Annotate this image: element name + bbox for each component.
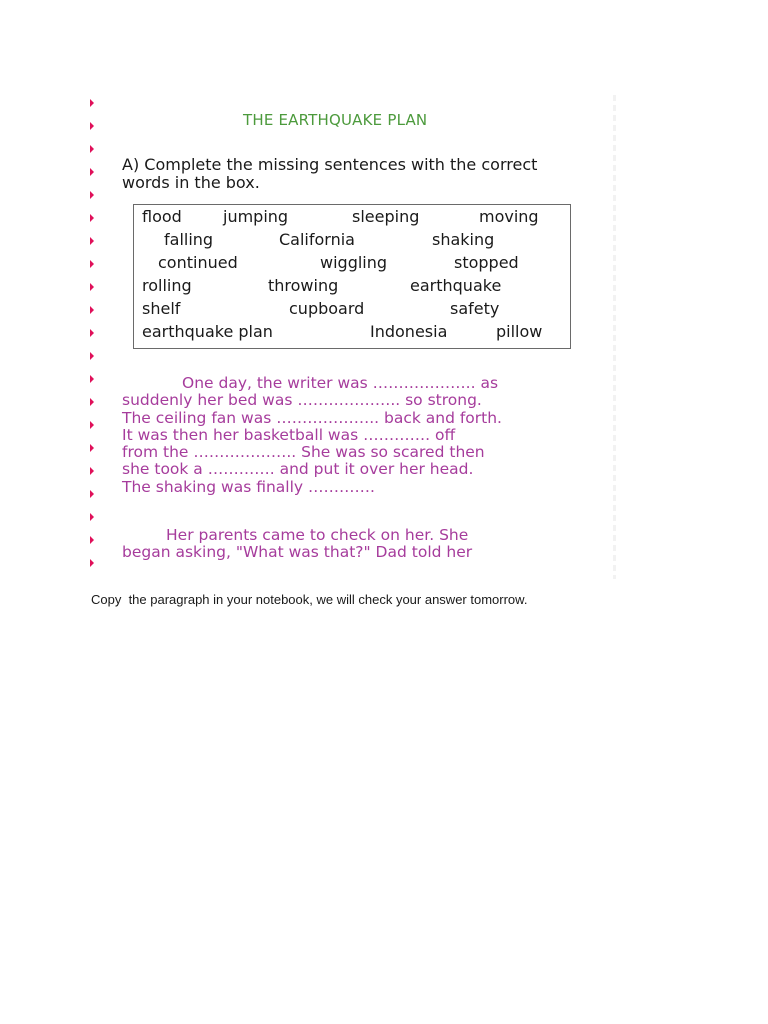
word-item: jumping xyxy=(223,207,289,226)
margin-mark xyxy=(90,237,94,245)
worksheet-title: THE EARTHQUAKE PLAN xyxy=(243,111,428,129)
word-item: shelf xyxy=(142,299,181,318)
margin-mark xyxy=(90,99,94,107)
passage-line: The shaking was finally …………. xyxy=(122,477,375,496)
passage-line: The ceiling fan was ……………….. back and forth. xyxy=(122,408,502,427)
word-item: continued xyxy=(158,253,238,272)
margin-mark xyxy=(90,145,94,153)
margin-mark xyxy=(90,375,94,383)
margin-mark xyxy=(90,467,94,475)
margin-mark xyxy=(90,168,94,176)
word-item: pillow xyxy=(496,322,543,341)
word-item: rolling xyxy=(142,276,192,295)
word-item: safety xyxy=(450,299,500,318)
margin-mark xyxy=(90,398,94,406)
margin-mark xyxy=(90,490,94,498)
margin-mark xyxy=(90,536,94,544)
passage-line: from the ……………….. She was so scared then xyxy=(122,443,485,462)
passage-line: It was then her basketball was …………. off xyxy=(122,425,456,444)
margin-mark xyxy=(90,559,94,567)
margin-mark xyxy=(90,421,94,429)
margin-mark xyxy=(90,214,94,222)
margin-mark xyxy=(90,513,94,521)
passage-line: she took a …………. and put it over her head. xyxy=(122,460,474,479)
margin-marks xyxy=(89,95,95,579)
passage-line: One day, the writer was ……………….. as xyxy=(182,374,499,392)
word-item: wiggling xyxy=(320,253,388,272)
passage-paragraph-2 xyxy=(122,527,472,562)
word-item: earthquake xyxy=(410,276,502,295)
margin-mark xyxy=(90,122,94,130)
word-item: sleeping xyxy=(352,207,420,226)
margin-mark xyxy=(90,260,94,268)
word-box xyxy=(133,204,571,349)
margin-mark xyxy=(90,283,94,291)
instruction-text: A) Complete the missing sentences with the correct words in the box. xyxy=(122,155,538,192)
page-edge xyxy=(613,95,616,579)
margin-mark xyxy=(90,329,94,337)
word-item: Indonesia xyxy=(370,322,448,341)
instruction-caption: Copy the paragraph in your notebook, we will check your answer tomorrow. xyxy=(91,592,528,607)
margin-mark xyxy=(90,306,94,314)
word-item: shaking xyxy=(432,230,495,249)
margin-mark xyxy=(90,352,94,360)
passage-paragraph-1 xyxy=(122,375,502,496)
passage-line: began asking, "What was that?" Dad told her xyxy=(122,543,473,562)
word-item: falling xyxy=(164,230,214,249)
word-item: moving xyxy=(479,207,539,226)
worksheet-image xyxy=(89,95,616,579)
word-item: earthquake plan xyxy=(142,322,273,341)
word-item: stopped xyxy=(454,253,519,272)
word-item: flood xyxy=(142,207,182,226)
word-item: California xyxy=(279,230,355,249)
margin-mark xyxy=(90,191,94,199)
passage-line: Her parents came to check on her. She xyxy=(166,526,469,544)
word-item: throwing xyxy=(268,276,339,295)
margin-mark xyxy=(90,444,94,452)
word-item: cupboard xyxy=(289,299,365,318)
passage-line: suddenly her bed was ……………….. so strong. xyxy=(122,391,482,410)
